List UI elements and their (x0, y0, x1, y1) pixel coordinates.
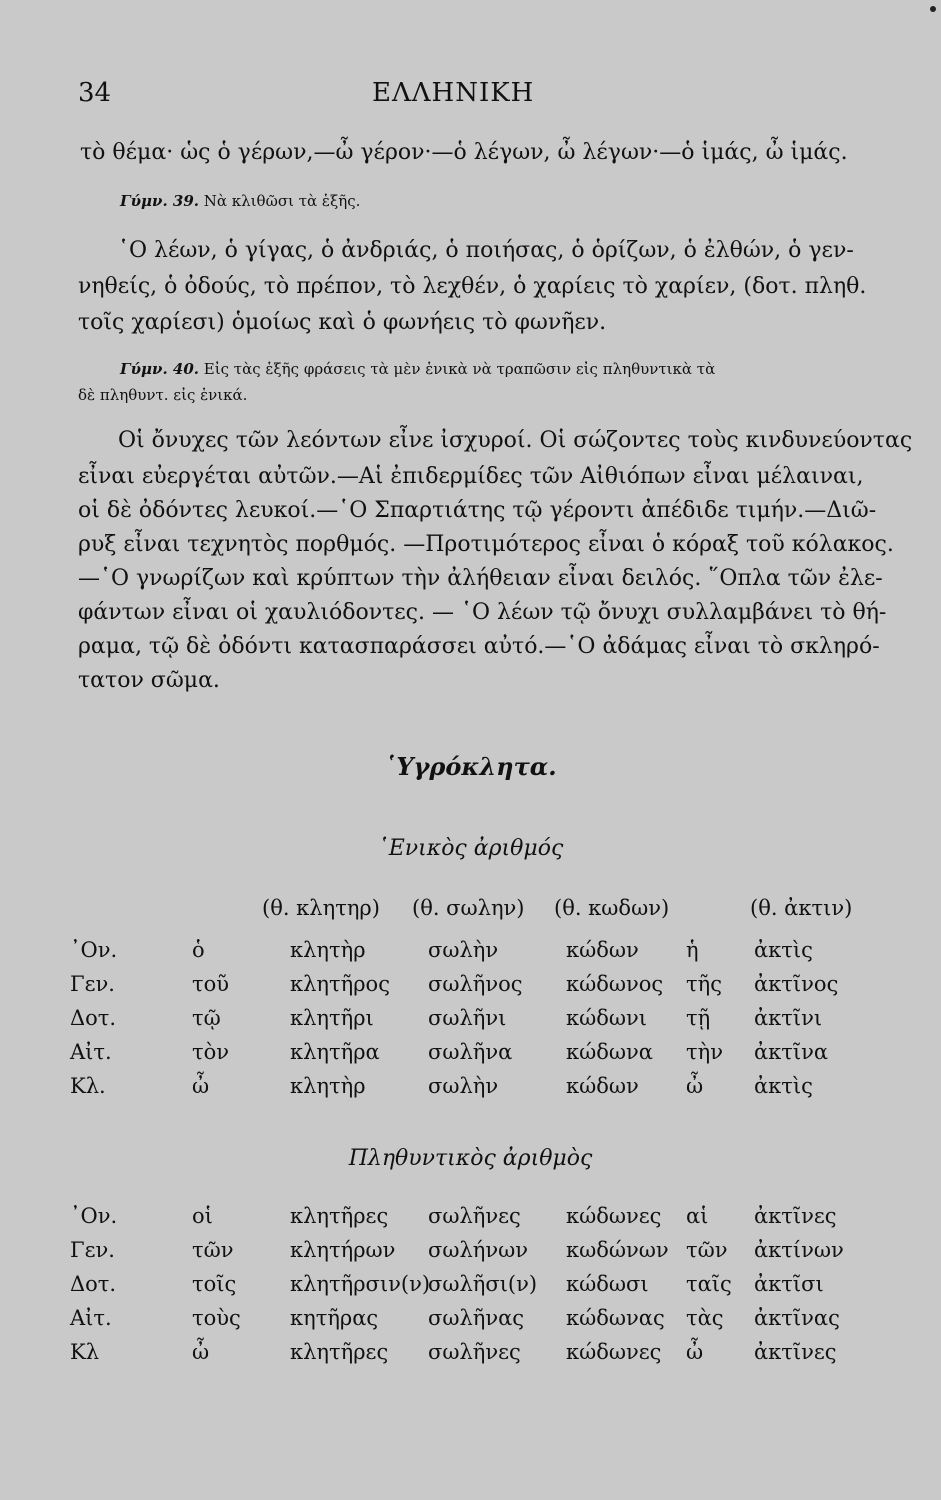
singular-cell-art2: τὴν (686, 1040, 723, 1064)
plural-cell-w4: ἀκτῖνες (754, 1340, 837, 1364)
plural-cell-art1: οἱ (192, 1204, 213, 1228)
plural-cell-art1: τοὺς (192, 1306, 241, 1330)
plural-cell-case: Αἰτ. (70, 1306, 112, 1330)
plural-cell-art1: τοῖς (192, 1272, 237, 1296)
singular-cell-w2: σωλὴν (428, 1074, 499, 1098)
plural-cell-w2: σωλῆνας (428, 1306, 525, 1330)
plural-cell-art2: ταῖς (686, 1272, 732, 1296)
exercise-39-heading (120, 192, 360, 210)
stem-label: (θ. κωδων) (554, 896, 670, 920)
singular-cell-w2: σωλῆνι (428, 1006, 507, 1030)
singular-cell-w3: κώδων (566, 1074, 639, 1098)
plural-cell-w4: ἀκτίνων (754, 1238, 844, 1262)
stem-label: (θ. ἀκτιν) (750, 896, 853, 920)
page-speck (930, 6, 936, 12)
plural-cell-art1: τῶν (192, 1238, 234, 1262)
singular-cell-w4: ἀκτῖνος (754, 972, 839, 996)
exercise-39-line: ῾Ο λέων, ὁ γίγας, ὁ ἀνδριάς, ὁ ποιήσας, ὁ ὁρίζων, ὁ ἐλθών, ὁ γεν- (118, 238, 854, 263)
exercise-40-line: οἱ δὲ ὀδόντες λευκοί.—῾Ο Σπαρτιάτης τῷ γέροντι ἀπέδιδε τιμήν.—Διῶ- (78, 498, 877, 523)
plural-cell-w3: κώδωνες (566, 1340, 662, 1364)
singular-cell-w3: κώδων (566, 938, 639, 962)
plural-cell-art2: ὦ (686, 1340, 704, 1364)
stem-label: (θ. σωλην) (412, 896, 525, 920)
plural-cell-w3: κώδωνες (566, 1204, 662, 1228)
plural-cell-w1: κητῆρας (290, 1306, 379, 1330)
plural-cell-w4: ἀκτῖσι (754, 1272, 824, 1296)
singular-cell-w1: κλητὴρ (290, 1074, 366, 1098)
plural-cell-case: Γεν. (70, 1238, 115, 1262)
plural-cell-w1: κλητήρων (290, 1238, 396, 1262)
singular-cell-art1: τοῦ (192, 972, 230, 996)
plural-cell-case: Δοτ. (70, 1272, 117, 1296)
plural-cell-w4: ἀκτῖνας (754, 1306, 840, 1330)
running-title: ΕΛΛΗΝΙΚΗ (372, 78, 535, 108)
singular-cell-w1: κλητῆρος (290, 972, 390, 996)
intro-line: τὸ θέμα· ὡς ὁ γέρων,—ὦ γέρον·—ὁ λέγων, ὦ λέγων·—ὁ ἱμάς, ὦ ἱμάς. (80, 140, 848, 165)
exercise-40-line: εἶναι εὐεργέται αὐτῶν.—Αἱ ἐπιδερμίδες τῶν Αἰθιόπων εἶναι μέλαιναι, (78, 464, 864, 489)
singular-heading: ῾Ενικὸς ἀριθμός (377, 836, 564, 861)
singular-cell-w3: κώδωνα (566, 1040, 653, 1064)
plural-cell-w3: κώδωνας (566, 1306, 665, 1330)
exercise-40-heading (120, 360, 715, 378)
exercise-40-line: φάντων εἶναι οἱ χαυλιόδοντες. — ῾Ο λέων τῷ ὄνυχι συλλαμβάνει τὸ θή- (78, 600, 887, 625)
plural-cell-art2: αἱ (686, 1204, 709, 1228)
page-number: 34 (78, 78, 112, 108)
plural-cell-w1: κλητῆρσιν(ν) (290, 1272, 431, 1296)
plural-cell-w1: κλητῆρες (290, 1204, 389, 1228)
exercise-40-line: ρυξ εἶναι τεχνητὸς πορθμός. —Προτιμότερος εἶναι ὁ κόραξ τοῦ κόλακος. (78, 532, 894, 557)
singular-cell-art1: ὁ (192, 938, 205, 962)
section-title: ῾Υγρόκλητα. (384, 752, 557, 781)
stem-label: (θ. κλητηρ) (262, 896, 380, 920)
plural-cell-art2: τῶν (686, 1238, 728, 1262)
singular-cell-w4: ἀκτὶς (754, 938, 813, 962)
plural-cell-art2: τὰς (686, 1306, 724, 1330)
singular-cell-case: Αἰτ. (70, 1040, 112, 1064)
singular-cell-w1: κλητῆρι (290, 1006, 374, 1030)
exercise-40-line: Οἱ ὄνυχες τῶν λεόντων εἶνε ἰσχυροί. Οἱ σώζοντες τοὺς κινδυνεύοντας (118, 428, 913, 453)
plural-cell-w2: σωλήνων (428, 1238, 529, 1262)
singular-cell-w1: κλητὴρ (290, 938, 366, 962)
singular-cell-art2: τῆς (686, 972, 722, 996)
plural-cell-case: Κλ (70, 1340, 99, 1364)
plural-cell-w3: κώδωσι (566, 1272, 649, 1296)
exercise-39-label: Γύμν. 39. (120, 192, 199, 210)
exercise-40-instruction-cont: δὲ πληθυντ. εἰς ἑνικά. (78, 386, 248, 404)
singular-cell-case: Κλ. (70, 1074, 106, 1098)
singular-cell-art2: ὦ (686, 1074, 704, 1098)
singular-cell-w3: κώδωνος (566, 972, 664, 996)
plural-cell-w2: σωλῆνες (428, 1204, 521, 1228)
singular-cell-case: Δοτ. (70, 1006, 117, 1030)
plural-cell-art1: ὦ (192, 1340, 210, 1364)
singular-cell-w4: ἀκτῖνα (754, 1040, 829, 1064)
singular-cell-w4: ἀκτὶς (754, 1074, 813, 1098)
exercise-39-line: νηθείς, ὁ ὀδούς, τὸ πρέπον, τὸ λεχθέν, ὁ χαρίεις τὸ χαρίεν, (δοτ. πληθ. (78, 274, 867, 299)
singular-cell-w1: κλητῆρα (290, 1040, 380, 1064)
singular-cell-case: ᾿Ον. (70, 938, 118, 962)
exercise-40-line: ραμα, τῷ δὲ ὀδόντι κατασπαράσσει αὐτό.—῾Ο ἀδάμας εἶναι τὸ σκληρό- (78, 634, 880, 659)
exercise-40-label: Γύμν. 40. (120, 360, 199, 378)
singular-cell-case: Γεν. (70, 972, 115, 996)
singular-cell-w2: σωλὴν (428, 938, 499, 962)
exercise-40-line: τατον σῶμα. (78, 668, 220, 693)
exercise-39-line: τοῖς χαρίεσι) ὁμοίως καὶ ὁ φωνήεις τὸ φωνῆεν. (78, 310, 607, 335)
singular-cell-art1: τὸν (192, 1040, 230, 1064)
singular-cell-art2: τῇ (686, 1006, 711, 1030)
plural-cell-w2: σωλῆνες (428, 1340, 521, 1364)
singular-cell-w2: σωλῆνος (428, 972, 523, 996)
exercise-39-instruction: Νὰ κλιθῶσι τὰ ἑξῆς. (203, 192, 361, 210)
plural-cell-case: ᾿Ον. (70, 1204, 118, 1228)
exercise-40-instruction: Εἰς τὰς ἑξῆς φράσεις τὰ μὲν ἑνικὰ νὰ τραπῶσιν εἰς πληθυντικὰ τὰ (203, 360, 716, 378)
singular-cell-w3: κώδωνι (566, 1006, 648, 1030)
plural-cell-w2: σωλῆσι(ν) (428, 1272, 538, 1296)
plural-heading: Πληθυντικὸς ἀριθμὸς (348, 1146, 593, 1171)
singular-cell-art1: τῷ (192, 1006, 221, 1030)
singular-cell-w4: ἀκτῖνι (754, 1006, 823, 1030)
singular-cell-art2: ἡ (686, 938, 699, 962)
plural-cell-w1: κλητῆρες (290, 1340, 389, 1364)
plural-cell-w3: κωδώνων (566, 1238, 669, 1262)
singular-cell-w2: σωλῆνα (428, 1040, 513, 1064)
exercise-40-line: —῾Ο γνωρίζων καὶ κρύπτων τὴν ἀλήθειαν εἶναι δειλός. ῞Οπλα τῶν ἐλε- (78, 566, 883, 591)
singular-cell-art1: ὦ (192, 1074, 210, 1098)
plural-cell-w4: ἀκτῖνες (754, 1204, 837, 1228)
